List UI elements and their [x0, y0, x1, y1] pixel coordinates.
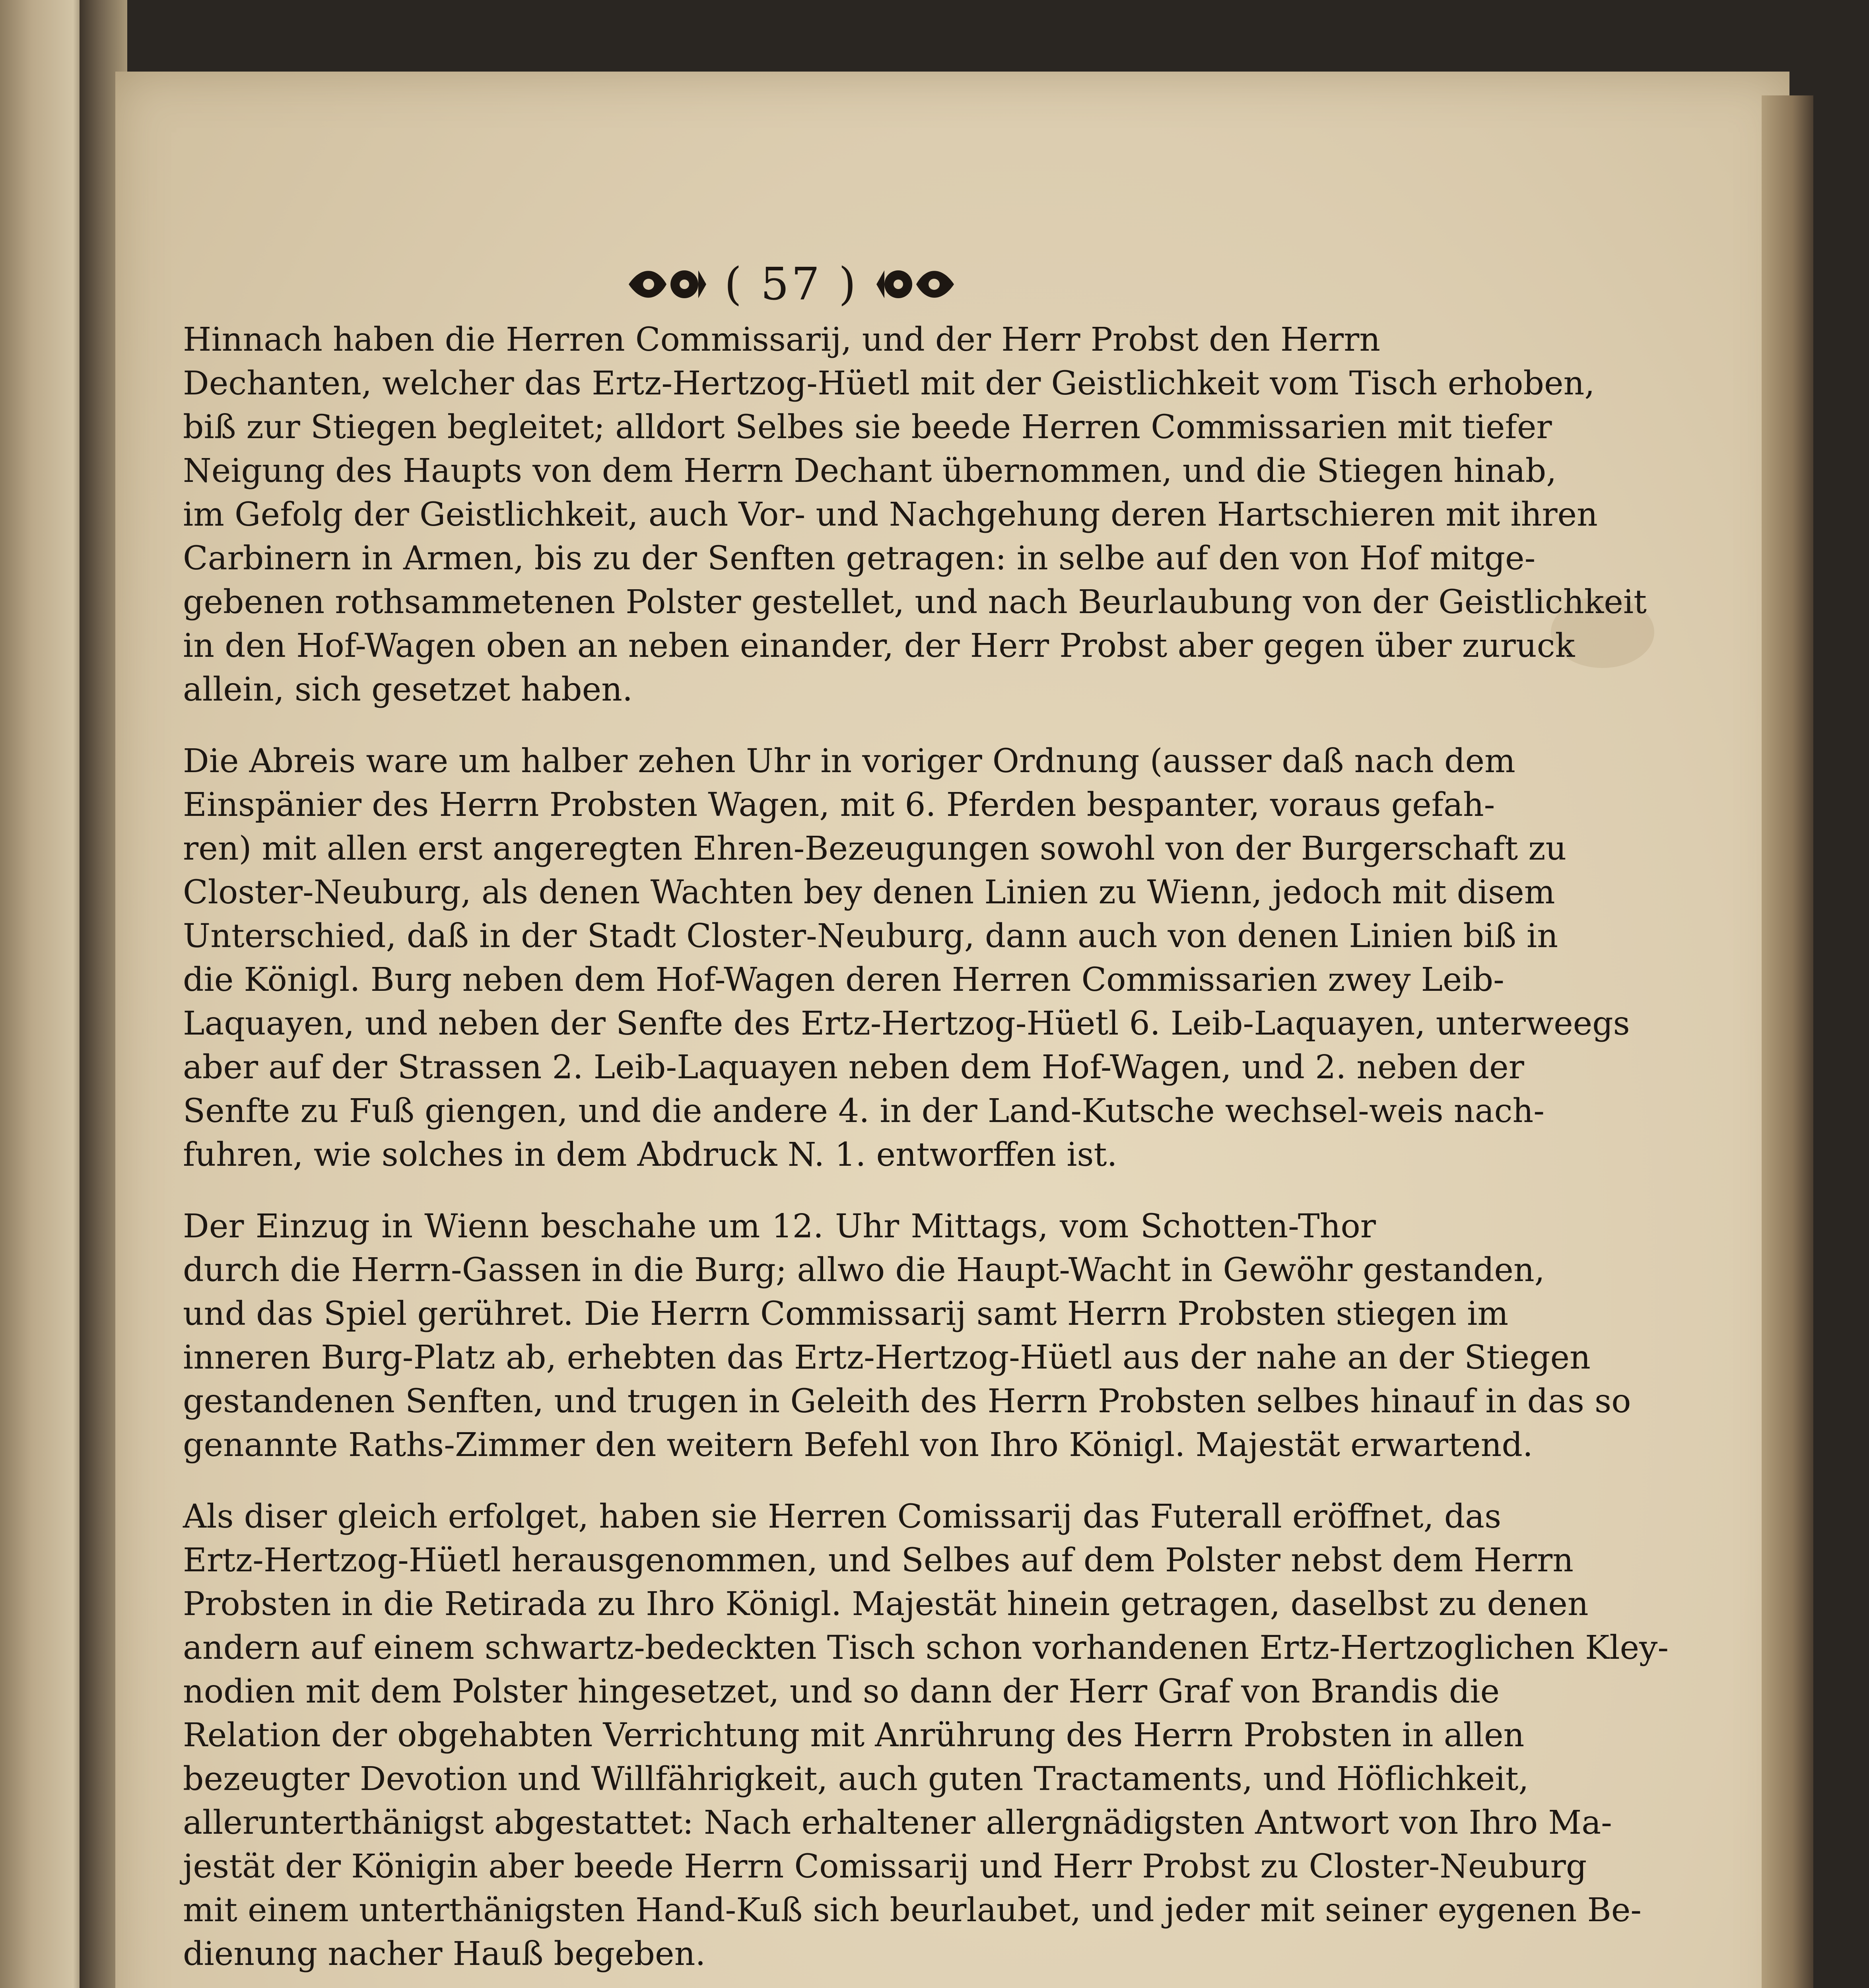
text-line: durch die Herrn-Gassen in die Burg; allwo die Haupt-Wacht in Gewöhr gestanden,	[183, 1251, 1545, 1289]
text-line: Closter-Neuburg, als denen Wachten bey denen Linien zu Wienn, jedoch mit disem	[183, 874, 1555, 911]
body-text	[183, 318, 1669, 1988]
text-line: Der Einzug in Wienn beschahe um 12. Uhr Mittags, vom Schotten-Thor	[183, 1208, 1376, 1245]
text-line: aber auf der Strassen 2. Leib-Laquayen neben dem Hof-Wagen, und 2. neben der	[183, 1048, 1524, 1086]
text-line: bezeugter Devotion und Willfährigkeit, auch guten Tractaments, und Höflichkeit,	[183, 1760, 1529, 1798]
text-line: Dechanten, welcher das Ertz-Hertzog-Hüetl mit der Geistlichkeit vom Tisch erhoben,	[183, 365, 1595, 402]
text-line: mit einem unterthänigsten Hand-Kuß sich beurlaubet, und jeder mit seiner eygenen Be-	[183, 1891, 1642, 1929]
text-line: Carbinern in Armen, bis zu der Senften getragen: in selbe auf den von Hof mitge-	[183, 540, 1536, 577]
text-line: Relation der obgehabten Verrichtung mit Anrührung des Herrn Probsten in allen	[183, 1716, 1525, 1754]
paragraph	[183, 1495, 1669, 1976]
page-fore-edge	[1762, 95, 1813, 1988]
text-line: Probsten in die Retirada zu Ihro Königl. Majestät hinein getragen, daselbst zu denen	[183, 1585, 1589, 1623]
text-line: genannte Raths-Zimmer den weitern Befehl von Ihro Königl. Majestät erwartend.	[183, 1426, 1533, 1464]
facing-page-edge	[0, 0, 91, 1988]
text-line: nodien mit dem Polster hingesetzet, und so dann der Herr Graf von Brandis die	[183, 1673, 1500, 1710]
text-line: gestandenen Senften, und trugen in Geleith des Herrn Probsten selbes hinauf in das so	[183, 1382, 1631, 1420]
page-header	[612, 254, 970, 314]
text-line: Neigung des Haupts von dem Herrn Dechant übernommen, und die Stiegen hinab,	[183, 452, 1557, 490]
paragraph	[183, 1205, 1631, 1467]
text-line: die Königl. Burg neben dem Hof-Wagen deren Herren Commissarien zwey Leib-	[183, 961, 1504, 999]
text-line: in den Hof-Wagen oben an neben einander, der Herr Probst aber gegen über zuruck	[183, 627, 1575, 665]
text-line: allerunterthänigst abgestattet: Nach erhaltener allergnädigsten Antwort von Ihro Ma-	[183, 1804, 1612, 1842]
text-line: Einspänier des Herrn Probsten Wagen, mit 6. Pferden bespanter, voraus gefah-	[183, 786, 1495, 824]
text-line: biß zur Stiegen begleitet; alldort Selbes sie beede Herren Commissarien mit tiefer	[183, 408, 1552, 446]
text-line: ren) mit allen erst angeregten Ehren-Bezeugungen sowohl von der Burgerschaft zu	[183, 830, 1567, 868]
text-line: Unterschied, daß in der Stadt Closter-Neuburg, dann auch von denen Linien biß in	[183, 917, 1558, 955]
text-line: allein, sich gesetzet haben.	[183, 671, 633, 709]
text-line: Hinnach haben die Herren Commissarij, und der Herr Probst den Herrn	[183, 321, 1381, 359]
text-line: gebenen rothsammetenen Polster gestellet, und nach Beurlaubung von der Geistlichkeit	[183, 583, 1647, 621]
text-line: fuhren, wie solches in dem Abdruck N. 1. entworffen ist.	[183, 1136, 1117, 1174]
page-number: ( 57 )	[724, 258, 859, 310]
text-line: jestät der Königin aber beede Herrn Comissarij und Herr Probst zu Closter-Neuburg	[183, 1848, 1587, 1885]
text-line: im Gefolg der Geistlichkeit, auch Vor- und Nachgehung deren Hartschieren mit ihren	[183, 496, 1598, 534]
paragraph	[183, 318, 1647, 712]
text-line: Senfte zu Fuß giengen, und die andere 4. in der Land-Kutsche wechsel-weis nach-	[183, 1092, 1545, 1130]
decorative-ornament-left-icon	[625, 262, 708, 306]
paragraph	[183, 740, 1630, 1177]
text-line: Als diser gleich erfolget, haben sie Herren Comissarij das Futerall eröffnet, das	[183, 1498, 1502, 1536]
text-line: Die Abreis ware um halber zehen Uhr in voriger Ordnung (ausser daß nach dem	[183, 742, 1515, 780]
decorative-ornament-right-icon	[874, 262, 958, 306]
text-line: dienung nacher Hauß begeben.	[183, 1935, 706, 1973]
text-line: andern auf einem schwartz-bedeckten Tisch schon vorhandenen Ertz-Hertzoglichen Kley-	[183, 1629, 1669, 1667]
text-line: und das Spiel gerühret. Die Herrn Commissarij samt Herrn Probsten stiegen im	[183, 1295, 1509, 1333]
text-line: Ertz-Hertzog-Hüetl herausgenommen, und Selbes auf dem Polster nebst dem Herrn	[183, 1541, 1574, 1579]
text-line: Laquayen, und neben der Senfte des Ertz-Hertzog-Hüetl 6. Leib-Laquayen, unterweegs	[183, 1005, 1630, 1043]
text-line: inneren Burg-Platz ab, erhebten das Ertz-Hertzog-Hüetl aus der nahe an der Stiegen	[183, 1339, 1591, 1376]
